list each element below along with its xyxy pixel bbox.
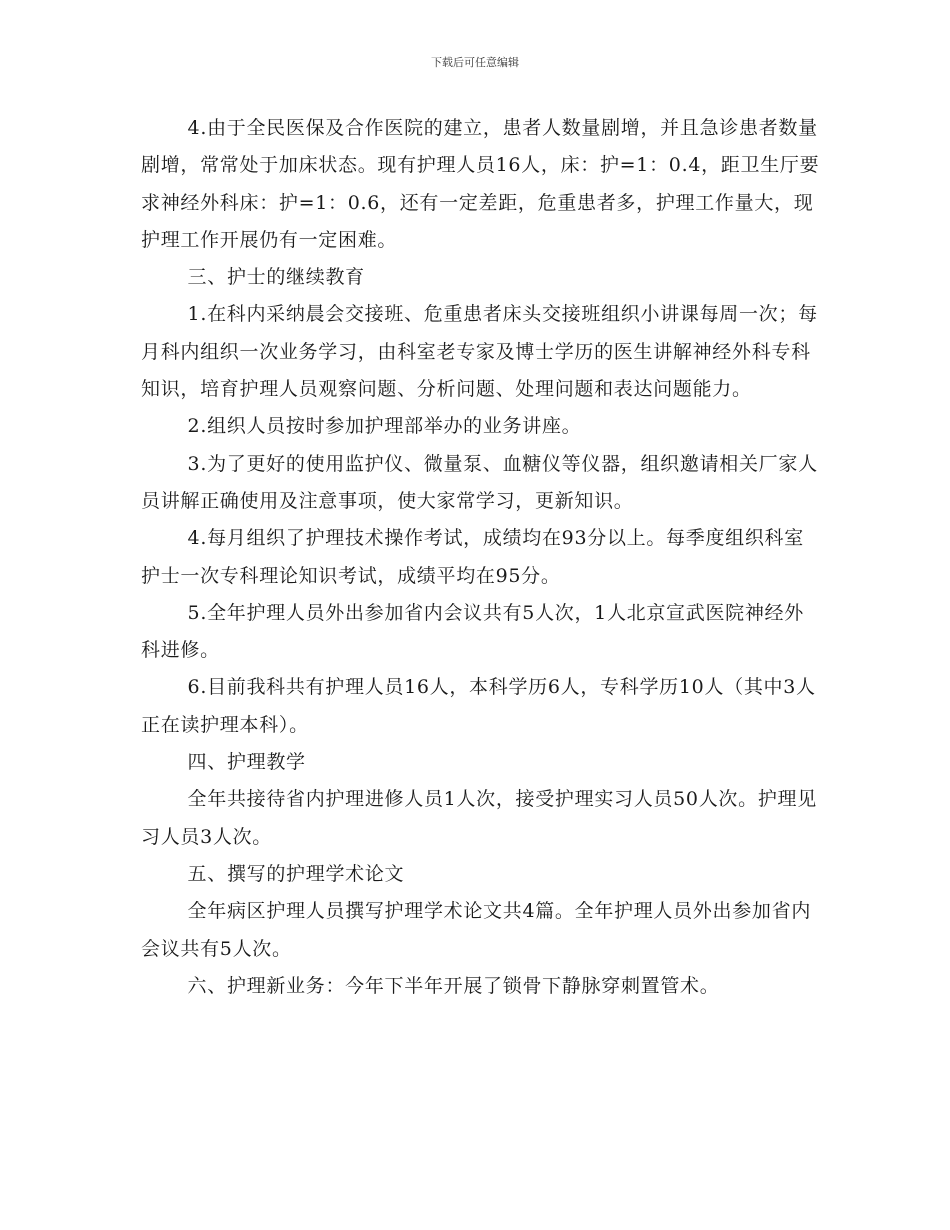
section-heading-new-business: 六、护理新业务：今年下半年开展了锁骨下静脉穿刺置管术。 — [187, 974, 720, 997]
paragraph-teaching: 全年共接待省内护理进修人员1人次，接受护理实习人员50人次。护理见习人员3人次。 — [141, 788, 817, 848]
paragraph-weekly-lecture: 1.在科内采纳晨会交接班、危重患者床头交接班组织小讲课每周一次；每月科内组织一次业务学习，由科室老专家及博士学历的医生讲解神经外科专科知识，培育护理人员观察问题、分析问题、处理问题和表达问题能力。 — [141, 303, 818, 401]
page-header: 下载后可任意编辑 — [431, 56, 519, 69]
section-heading-papers: 五、撰写的护理学术论文 — [187, 862, 405, 885]
section-heading-nursing-teaching: 四、护理教学 — [187, 751, 306, 774]
paragraph-skills-exam: 4.每月组织了护理技术操作考试，成绩均在93分以上。每季度组织科室护士一次专科理论知识考试，成绩平均在95分。 — [141, 527, 804, 587]
paragraph-staffing: 4.由于全民医保及合作医院的建立，患者人数量剧增，并且急诊患者数量剧增，常常处于加床状态。现有护理人员16人，床：护=1：0.4，距卫生厅要求神经外科床：护=1：0.6，还有一定差距，危重患者多，护理工作量大，现护理工作开展仍有一定困难。 — [141, 117, 820, 251]
paragraph-instrument-training: 3.为了更好的使用监护仪、微量泵、血糖仪等仪器，组织邀请相关厂家人员讲解正确使用及注意事项，使大家常学习，更新知识。 — [141, 452, 818, 512]
section-heading-continuing-education: 三、护士的继续教育 — [187, 266, 365, 289]
paragraph-staff-education: 6.目前我科共有护理人员16人，本科学历6人，专科学历10人（其中3人正在读护理本科）。 — [141, 676, 816, 736]
paragraph-external-meetings: 5.全年护理人员外出参加省内会议共有5人次，1人北京宣武医院神经外科进修。 — [141, 601, 804, 662]
paragraph-papers: 全年病区护理人员撰写护理学术论文共4篇。全年护理人员外出参加省内会议共有5人次。 — [141, 900, 812, 960]
paragraph-business-lecture: 2.组织人员按时参加护理部举办的业务讲座。 — [187, 415, 582, 438]
document-body — [141, 110, 821, 1005]
